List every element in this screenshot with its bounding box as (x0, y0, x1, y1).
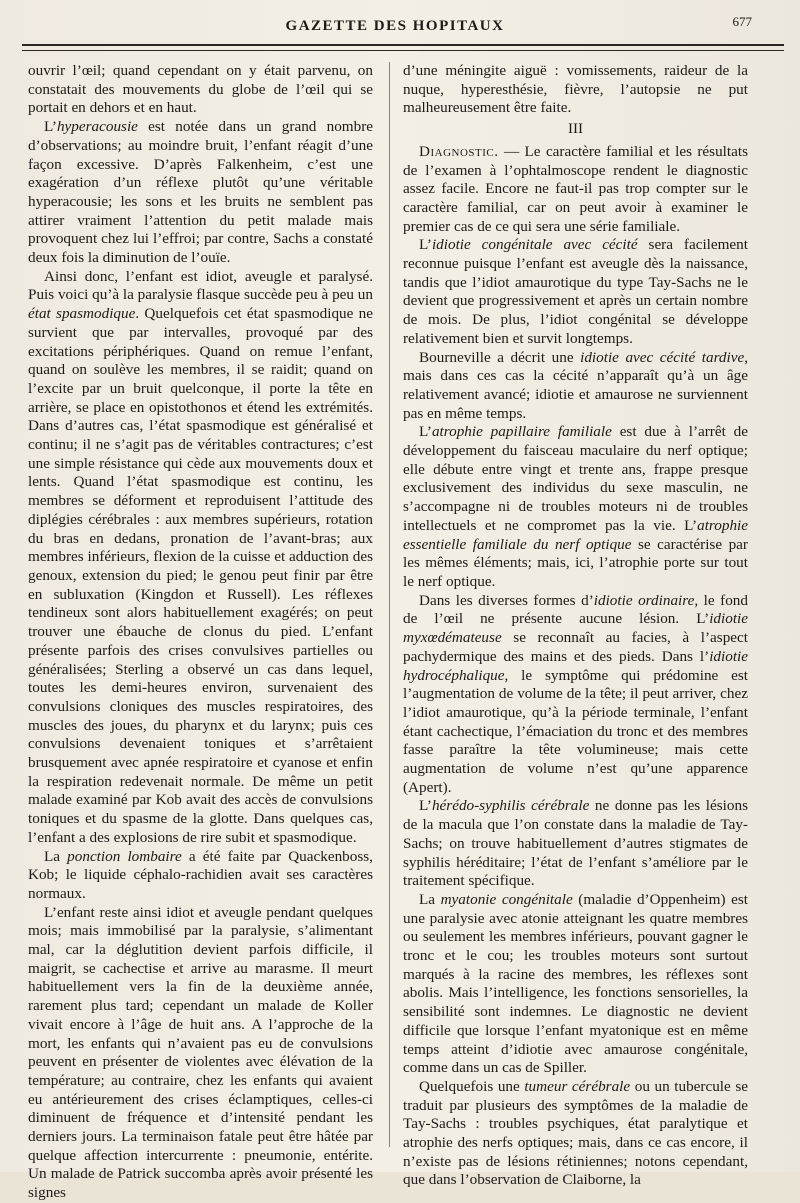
header-rule-thin (22, 50, 784, 51)
italic-term: atrophie papillaire familiale (431, 423, 612, 441)
text-run: Dans les diverses formes d’ (419, 591, 594, 609)
paragraph (403, 349, 748, 424)
text-run: est notée dans un grand nombre d’observations; au moindre bruit, l’enfant réagit d’une façon excessive. D’après Falkenheim, c’est une exagération d’un réflexe plutôt qu’une véritable hyperacousie; les sons et les bruits ne semblent pas attirer vraiment l’attention du petit malade mais provoquent chez lui l’effroi; par contre, Sachs a constaté deux fois la diminution de l’ouïe. (28, 118, 373, 267)
paragraph (403, 1078, 748, 1190)
paragraph (28, 904, 373, 1203)
text-run: L’ (44, 118, 57, 136)
italic-term: atrophie essentielle familiale du nerf optique (403, 516, 748, 553)
paragraph (28, 848, 373, 904)
text-run: ou un tubercule se traduit par plusieurs des symptômes de la maladie de Tay-Sachs : troubles psychiques, état paralytique et atrophie des nerfs optiques; mais, dans ce cas encore, il n’existe pas de lésions rétiniennes; notons cependant, que dans l’observation de Claiborne, la (403, 1077, 748, 1189)
text-run: L’ (419, 423, 432, 441)
right-column (403, 62, 749, 1189)
text-run: se reconnaît au facies, à l’aspect pachydermique des mains et des pieds. Dans l’ (403, 629, 748, 665)
paragraph (403, 797, 748, 891)
text-run: ne donne pas les lésions de la macula que l’on constate dans la maladie de Tay-Sachs; on trouve habituellement d’autres stigmates de syphilis héréditaire; l’état de l’enfant s’améliore par le traitement spécifique. (403, 797, 748, 890)
text-run: — Le caractère familial et les résultats de l’examen à l’ophtalmoscope rendent le diagnostic assez facile. Encore ne faut-il pas trop compter sur le caractère familial, car on peut avoir à examiner le premier cas de ce qui sera une série familiale. (403, 142, 748, 235)
italic-term: hyperacousie (56, 118, 138, 136)
page-header (0, 14, 800, 44)
column-divider (389, 62, 390, 1147)
italic-term: idiotie ordinaire (593, 591, 695, 609)
text-run: L’enfant reste ainsi idiot et aveugle pendant quelques mois; mais immobilisé par la paralysie, s’alimentant mal, car la déglutition devient parfois difficile, il maigrit, se cachectise et arrive au marasme. Il meurt habituellement vers la fin de la deuxième année, rarement plus tard; cependant un malade de Koller vivait encore à l’âge de huit ans. A l’approche de la mort, les enfants qui n’avaient pas eu de convulsions peuvent en présenter de violentes avec élévation de la température; au contraire, chez les enfants qui avaient eu antérieurement des crises éclamptiques, celles-ci diminuent de fréquence et d’intensité pendant les derniers jours. La terminaison fatale peut être hâtée par quelque affection intercurrente : pneumonie, entérite. Un malade de Patrick succomba après avoir présenté les signes (28, 903, 373, 1202)
section-number: III (568, 121, 583, 138)
paragraph (28, 268, 373, 848)
italic-term: idiotie congénitale avec cécité (431, 236, 638, 254)
text-run: Bourneville a décrit une (419, 348, 581, 366)
text-run: . Quelquefois cet état spasmodique ne survient que par intervalles, provoqué par des excitations périphériques. Quand on remue l’enfant, quand on soulève les membres, il se raidit; quand on l’excite par un bruit quelconque, il porte la tête en arrière, se place en opistothonos et étend les extrémités. Dans d’autres cas, l’état spasmodique est généralisé et continu; il ne s’agit pas de véritables contractures; c’est une simple résistance qui cède aux mouvements doux et lents. Quand l’état spasmodique est continu, les membres se déforment et reproduisent l’attitude des diplégies cérébrales : aux membres supérieurs, rotation du bras en dedans, pronation de l’avant-bras; aux membres inférieurs, flexion de la cuisse et adduction des genoux, extension du pied; le genou peut finir par être en subluxation (Kingdon et Russell). Les réflexes tendineux sont alors habituellement exagérés; on peut trouver une ébauche de clonus du pied. L’enfant présente parfois des crises convulsives partielles ou généralisées; Sterling a observé un cas dans lequel, toutes les demi-heures environ, survenaient des convulsions cloniques des muscles respiratoires, des muscles des joues, du pharynx et du larynx; puis ces convulsions devenaient toniques et s’arrêtaient brusquement avec apnée respiratoire et cyanose et enfin la respiration redevenait normale. De même un petit malade examiné par Kob avait des accès de convulsions toniques et du spasme de la glotte. Dans quelques cas, l’enfant a des explosions de rire subit et spasmodique. (28, 305, 373, 846)
italic-term: tumeur cérébrale (524, 1077, 631, 1095)
text-run: d’une méningite aiguë : vomissements, raideur de la nuque, hyperesthésie, fièvre, l’autopsie ne put malheureusement être faite. (403, 62, 748, 117)
paragraph (403, 236, 748, 348)
text-run: La (44, 847, 68, 865)
paragraph (28, 62, 373, 118)
italic-term: myatonie congénitale (440, 890, 573, 908)
italic-term: hérédo-syphilis cérébrale (431, 797, 590, 815)
paragraph (403, 143, 748, 237)
section-heading: Diagnostic. (419, 142, 499, 160)
text-run: est due à l’arrêt de développement du faisceau maculaire du nerf optique; elle débute entre vingt et trente ans, frappe presque exclusivement des individus du sexe masculin, ne s’accompagne ni de troubles moteurs ni de troubles intellectuels et ne compromet pas la vie. L’ (403, 423, 748, 534)
text-run: sera facilement reconnue puisque l’enfant est aveugle dès la naissance, tandis que l’idiot amaurotique du type Tay-Sachs ne le devient que progressivement et après un certain nombre de mois. De plus, l’idiot congénital se développe relativement bien et survit longtemps. (403, 236, 748, 347)
italic-term: idiotie hydrocéphalique (403, 647, 748, 684)
paragraph (28, 118, 373, 268)
text-run: , le fond de l’œil ne présente aucune lésion. L’ (403, 591, 748, 628)
italic-term: idiotie myxœdémateuse (403, 610, 748, 647)
header-rule-thick (22, 44, 784, 46)
text-run: ouvrir l’œil; quand cependant on y était parvenu, on constatait des mouvements du globe de l’œil qui se portait en dehors et en haut. (28, 62, 373, 117)
paragraph (403, 62, 748, 118)
paragraph (403, 891, 748, 1078)
italic-term: idiotie avec cécité tardive (580, 348, 745, 366)
left-column (28, 62, 373, 1202)
text-run: (maladie d’Oppenheim) est une paralysie avec atonie atteignant les quatre membres ou seulement les membres inférieurs, pouvant gagner le tronc et le cou; les troubles moteurs sont surtout marqués à la racine des membres, les réflexes sont abolis. Mais l’intelligence, les fonctions sensorielles, la sensibilité sont indemnes. Le diagnostic ne devient difficile que lorsque l’enfant myatonique est en même temps atteint d’idiotie avec amaurose congénitale, comme dans un cas de Spiller. (403, 890, 748, 1077)
paragraph (403, 592, 748, 798)
italic-term: état spasmodique (28, 305, 136, 323)
text-run: L’ (419, 236, 432, 254)
journal-title: GAZETTE DES HOPITAUX (285, 18, 505, 34)
text-run: Quelquefois une (419, 1077, 525, 1095)
text-run: , mais dans ces cas la cécité n’apparaît qu’à un âge relativement avancé; idiotie et amaurose ne surviennent pas en même temps. (403, 348, 749, 422)
text-run: se caractérise par les mêmes éléments; mais, ici, l’atrophie porte sur tout le nerf optique. (403, 535, 748, 590)
text-run: L’ (419, 797, 432, 815)
text-run: La (419, 890, 441, 908)
text-run: a été faite par Quackenboss, Kob; le liquide céphalo-rachidien avait ses caractères normaux. (28, 847, 373, 902)
text-run: , le symptôme qui prédomine est l’augmentation de volume de la tête; il peut arriver, chez l’idiot amaurotique, qu’à la période terminale, l’enfant étant cachectique, l’émaciation du tronc et des membres fasse paraître la tête volumineuse; mais cette augmentation de volume n’est qu’une apparence (Apert). (403, 666, 748, 796)
text-run: Ainsi donc, l’enfant est idiot, aveugle et paralysé. Puis voici qu’à la paralysie flasque succède peu à peu un (28, 267, 373, 304)
paragraph (403, 423, 748, 591)
italic-term: ponction lombaire (67, 847, 182, 865)
page-number: 677 (732, 14, 752, 29)
